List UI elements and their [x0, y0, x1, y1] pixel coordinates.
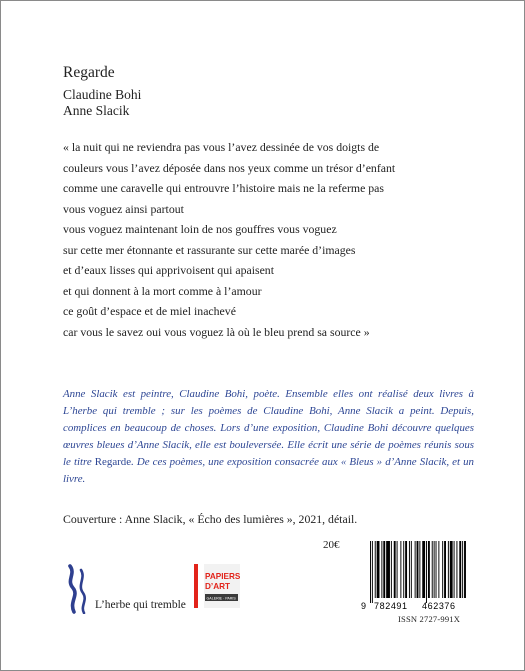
- poem-line: ce goût d’espace et de miel inachevé: [63, 304, 236, 318]
- barcode-bar: [444, 541, 446, 598]
- barcode-bar: [432, 541, 433, 598]
- issn-number: ISSN 2727-991X: [398, 614, 461, 624]
- barcode-bar: [375, 541, 376, 598]
- barcode-bar: [434, 541, 435, 598]
- papiers-dart-logo: [194, 564, 240, 608]
- publisher-grass-logo: [62, 564, 92, 614]
- barcode-bar: [372, 541, 373, 603]
- barcode-bar: [422, 541, 425, 598]
- barcode-bar: [456, 541, 457, 598]
- barcode-bar: [428, 541, 430, 598]
- blurb-title-reference: Regarde: [94, 456, 132, 468]
- cover-credit: Couverture : Anne Slacik, « Écho des lumières », 2021, détail.: [63, 512, 358, 526]
- barcode-bar: [411, 541, 412, 598]
- poem-line: car vous le savez oui vous voguez là où le bleu prend sa source »: [63, 324, 370, 339]
- barcode-bar: [397, 541, 398, 598]
- barcode-bar: [391, 541, 392, 598]
- isbn-barcode: [360, 539, 474, 611]
- barcode-bar: [409, 541, 410, 598]
- poem-line: comme une caravelle qui entrouvre l’histoire mais ne la referme pas: [63, 181, 384, 195]
- barcode-bar: [442, 541, 443, 598]
- barcode-digit-lead: 9: [361, 601, 367, 611]
- blurb-text: Anne Slacik est peintre, Claudine Bohi, poète. Ensemble elles ont réalisé deux livres à L’herbe qui tremble ; sur les poèmes de Claudine Bohi, Anne Slacik a peint. Depuis, complices en beaucoup de choses. Lors d’une exposition, Claudine Bohi découvre quelques œuvres bleues d’Anne Slacik, elle est bouleversée. Elle écrit une série de poèmes réunis sous le titre: [63, 388, 474, 468]
- logo-line-2: D’ART: [205, 582, 231, 591]
- barcode-bar: [377, 541, 380, 598]
- barcode-bar: [370, 541, 371, 603]
- barcode-bar: [462, 541, 463, 598]
- barcode-bar: [436, 541, 437, 598]
- barcode-bar: [454, 541, 455, 598]
- barcode-bar: [400, 541, 401, 598]
- author-name: Anne Slacik: [63, 103, 130, 118]
- logo-line-1: PAPIERS: [205, 572, 240, 581]
- barcode-bar: [448, 541, 449, 598]
- poem-excerpt: [63, 137, 395, 342]
- barcode-bar: [383, 541, 385, 598]
- publisher-name: L’herbe qui tremble: [95, 599, 186, 611]
- barcode-bar: [417, 541, 419, 598]
- barcode-bar: [394, 541, 396, 598]
- barcode-bar: [381, 541, 382, 598]
- price: 20€: [323, 539, 340, 551]
- poem-line: sur cette mer étonnante et rassurante sur cette marée d’images: [63, 242, 356, 257]
- poem-line: couleurs vous l’avez déposée dans nos yeux comme un trésor d’enfant: [63, 160, 396, 175]
- barcode-bars: [370, 541, 466, 603]
- author-name: Claudine Bohi: [63, 87, 142, 102]
- barcode-bar: [419, 541, 420, 598]
- barcode-bar: [426, 541, 427, 603]
- logo-line-3: GALERIE · PARIS: [206, 596, 236, 601]
- barcode-bar: [464, 541, 466, 598]
- barcode-bar: [386, 541, 390, 598]
- barcode-bar: [450, 541, 453, 598]
- blurb-paragraph: [63, 386, 474, 488]
- barcode-bar: [438, 541, 439, 598]
- poem-line: vous voguez maintenant loin de nos gouffres vous voguez: [63, 222, 337, 236]
- poem-line: vous voguez ainsi partout: [63, 201, 184, 216]
- barcode-bar: [403, 541, 404, 598]
- book-title: Regarde: [63, 64, 115, 81]
- barcode-bar: [459, 541, 461, 598]
- barcode-bar: [405, 541, 407, 598]
- barcode-digits-group1: 782491: [374, 601, 408, 611]
- poem-line: et d’eaux lisses qui apprivoisent qui apaisent: [63, 263, 274, 277]
- barcode-digits-group2: 462376: [422, 601, 456, 611]
- poem-line: « la nuit qui ne reviendra pas vous l’avez dessinée de vos doigts de: [63, 140, 380, 154]
- blurb-text: . De ces poèmes, une exposition consacrée aux « Bleus » d’Anne Slacik, et un livre.: [63, 456, 474, 485]
- barcode-bar: [415, 541, 416, 598]
- poem-line: et qui donnent à la mort comme à l’amour: [63, 283, 262, 298]
